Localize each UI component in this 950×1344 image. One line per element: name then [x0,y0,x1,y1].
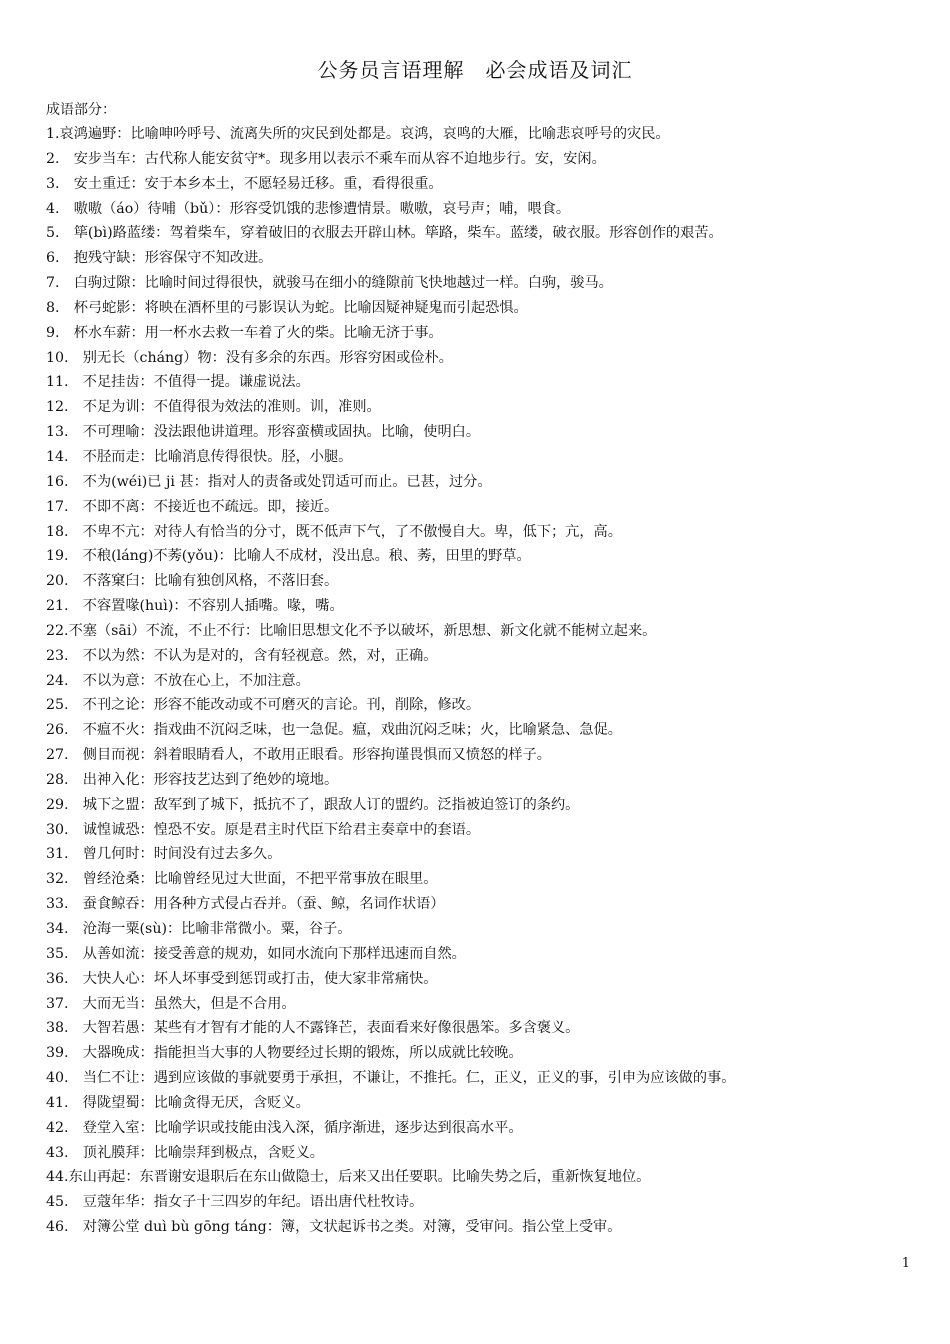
list-item: 31. 曾几何时：时间没有过去多久。 [46,846,282,863]
list-item: 43. 顶礼膜拜：比喻崇拜到极点，含贬义。 [46,1144,324,1161]
list-item: 34. 沧海一粟(sù)：比喻非常微小。粟，谷子。 [46,921,352,937]
list-item: 11. 不足挂齿：不值得一提。谦虚说法。 [46,374,310,391]
list-item: 3. 安土重迁：安于本乡本土，不愿轻易迁移。重，看得很重。 [46,175,443,192]
list-item: 8. 杯弓蛇影：将映在酒杯里的弓影误认为蛇。比喻因疑神疑鬼而引起恐惧。 [46,299,528,316]
list-item: 25. 不刊之论：形容不能改动或不可磨灭的言论。刊，削除，修改。 [46,697,481,714]
list-item: 7. 白驹过隙：比喻时间过得很快，就骏马在细小的缝隙前飞快地越过一样。白驹，骏马。 [46,275,613,292]
list-item: 44.东山再起：东晋谢安退职后在东山做隐士，后来又出任要职。比喻失势之后，重新恢复地位。 [46,1169,651,1186]
section-label: 成语部分： [46,102,116,118]
list-item: 18. 不卑不亢：对待人有恰当的分寸，既不低声下气，了不傲慢自大。卑，低下；亢，高。 [46,523,622,540]
list-item: 12. 不足为训：不值得很为效法的准则。训，准则。 [46,399,381,416]
list-item: 10. 别无长（cháng）物：没有多余的东西。形容穷困或俭朴。 [46,349,453,366]
list-item: 24. 不以为意：不放在心上，不加注意。 [46,672,310,689]
idiom-list [46,122,926,1240]
list-item: 37. 大而无当：虽然大，但是不合用。 [46,995,296,1012]
list-item: 20. 不落窠臼：比喻有独创风格，不落旧套。 [46,573,339,590]
list-item: 40. 当仁不让：遇到应该做的事就要勇于承担，不谦让，不推托。仁，正义，正义的事，引申为应该做的事。 [46,1070,736,1087]
list-item: 2. 安步当车：古代称人能安贫守*。现多用以表示不乘车而从容不迫地步行。安，安闲。 [46,150,606,167]
list-item: 41. 得陇望蜀：比喻贪得无厌，含贬义。 [46,1094,310,1111]
list-item: 27. 侧目而视：斜着眼睛看人，不敢用正眼看。形容拘谨畏惧而又愤怒的样子。 [46,747,551,764]
list-item: 29. 城下之盟：敌军到了城下，抵抗不了，跟敌人订的盟约。泛指被迫签订的条约。 [46,796,580,813]
list-item: 35. 从善如流：接受善意的规劝，如同水流向下那样迅速而自然。 [46,945,466,962]
page-title: 公务员言语理解 必会成语及词汇 [317,58,633,82]
list-item: 1.哀鸿遍野：比喻呻吟呼号、流离失所的灾民到处都是。哀鸿，哀鸣的大雁，比喻悲哀呼号的灾民。 [46,126,670,142]
list-item: 16. 不为(wéi)已 ji 甚：指对人的责备或处罚适可而止。已甚，过分。 [46,473,492,490]
list-item: 4. 嗷嗷（áo）待哺（bǔ）：形容受饥饿的悲惨遭情景。嗷嗷，哀号声；哺，喂食。 [46,200,571,217]
list-item: 13. 不可理喻：没法跟他讲道理。形容蛮横或固执。比喻，使明白。 [46,424,481,441]
list-item: 36. 大快人心：坏人坏事受到惩罚或打击，使大家非常痛快。 [46,970,438,987]
list-item: 9. 杯水车薪：用一杯水去救一车着了火的柴。比喻无济于事。 [46,324,443,341]
list-item: 30. 诚惶诚恐：惶恐不安。原是君主时代臣下给君主奏章中的套语。 [46,821,481,838]
list-item: 14. 不胫而走：比喻消息传得很快。胫，小腿。 [46,448,353,465]
list-item: 17. 不即不离：不接近也不疏远。即，接近。 [46,498,339,515]
list-item: 42. 登堂入室：比喻学识或技能由浅入深，循序渐进，逐步达到很高水平。 [46,1119,523,1136]
page-number: 1 [901,1256,910,1271]
list-item: 22.不塞（sāi）不流，不止不行：比喻旧思想文化不予以破坏，新思想、新文化就不能树立起来。 [46,622,657,639]
list-item: 21. 不容置喙(huì)：不容别人插嘴。喙，嘴。 [46,598,344,615]
list-item: 28. 出神入化：形容技艺达到了绝妙的境地。 [46,771,339,788]
list-item: 19. 不稂(láng)不莠(yǒu)：比喻人不成材，没出息。稂、莠，田里的野草。 [46,548,531,565]
list-item: 46. 对簿公堂 duì bù gōng táng：簿，文状起诉书之类。对簿，受审问。指公堂上受审。 [46,1219,622,1236]
list-item: 39. 大器晚成：指能担当大事的人物要经过长期的锻炼，所以成就比较晚。 [46,1045,523,1062]
list-item: 38. 大智若愚：某些有才智有才能的人不露锋芒，表面看来好像很愚笨。多含褒义。 [46,1020,580,1037]
list-item: 33. 蚕食鲸吞：用各种方式侵占吞并。（蚕、鲸，名词作状语） [46,896,445,913]
list-item: 6. 抱残守缺：形容保守不知改进。 [46,250,273,267]
list-item: 26. 不瘟不火：指戏曲不沉闷乏味，也一急促。瘟，戏曲沉闷乏味；火，比喻紧急、急促。 [46,722,622,739]
list-item: 5. 筚(bì)路蓝缕：驾着柴车，穿着破旧的衣服去开辟山林。筚路，柴车。蓝缕，破衣服。形容创作的艰苦。 [46,225,723,242]
list-item: 32. 曾经沧桑：比喻曾经见过大世面，不把平常事放在眼里。 [46,871,438,888]
list-item: 23. 不以为然：不认为是对的，含有轻视意。然，对，正确。 [46,647,438,664]
list-item: 45. 豆蔻年华：指女子十三四岁的年纪。语出唐代杜牧诗。 [46,1194,424,1211]
